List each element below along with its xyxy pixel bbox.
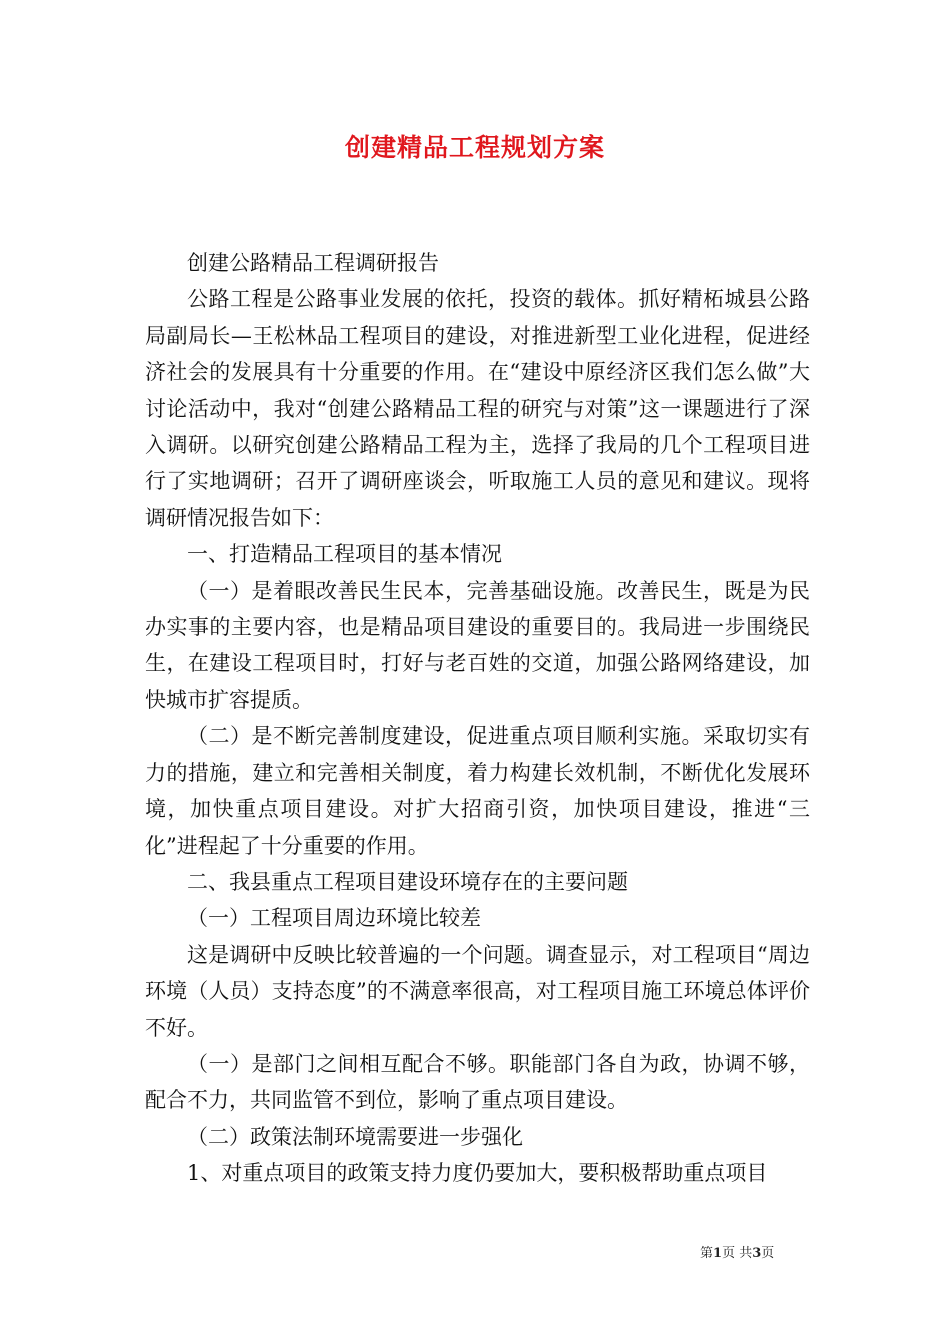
footer-prefix: 第 — [700, 1246, 714, 1261]
document-title: 创建精品工程规划方案 — [344, 133, 605, 162]
paragraph-section-1-item-1: （一）是着眼改善民生民本，完善基础设施。改善民生，既是为民办实事的主要内容，也是精品项目建设的重要目的。我局进一步围绕民生，在建设工程项目时，打好与老百姓的交道，加强公路网络建设，加快城市扩容提质。 — [145, 578, 810, 712]
paragraph-section-2-sub-1-point: （一）是部门之间相互配合不够。职能部门各自为政，协调不够，配合不力，共同监管不到位，影响了重点项目建设。 — [145, 1051, 810, 1113]
paragraph-section-2-sub-2-point-1: 1、对重点项目的政策支持力度仍要加大，要积极帮助重点项目 — [187, 1161, 768, 1186]
footer-middle: 页 共 — [722, 1246, 753, 1261]
footer-current-page: 1 — [713, 1246, 723, 1261]
paragraph-report-heading: 创建公路精品工程调研报告 — [187, 251, 439, 275]
paragraph-section-2-sub-2: （二）政策法制环境需要进一步强化 — [187, 1124, 523, 1149]
paragraph-section-1-item-2: （二）是不断完善制度建设，促进重点项目顺利实施。采取切实有力的措施，建立和完善相关制度，着力构建长效机制，不断优化发展环境，加快重点项目建设。对扩大招商引资，加快项目建设，推进“三化”进程起了十分重要的作用。 — [145, 724, 810, 858]
footer-total-pages: 3 — [752, 1246, 762, 1261]
paragraph-section-2-sub-1: （一）工程项目周边环境比较差 — [187, 906, 481, 931]
page-number-footer — [700, 1245, 860, 1263]
paragraph-section-1-heading: 一、打造精品工程项目的基本情况 — [187, 542, 502, 567]
paragraph-section-2-heading: 二、我县重点工程项目建设环境存在的主要问题 — [187, 869, 628, 894]
document-body — [145, 245, 810, 1192]
paragraph-section-2-sub-1-text: 这是调研中反映比较普遍的一个问题。调查显示，对工程项目“周边环境（人员）支持态度”的不满意率很高，对工程项目施工环境总体评价不好。 — [145, 942, 810, 1040]
footer-suffix: 页 — [761, 1246, 775, 1261]
paragraph-intro: 公路工程是公路事业发展的依托，投资的载体。抓好精柘城县公路局副局长—王松林品工程项目的建设，对推进新型工业化进程，促进经济社会的发展具有十分重要的作用。在“建设中原经济区我们怎么做”大讨论活动中，我对“创建公路精品工程的研究与对策”这一课题进行了深入调研。以研究创建公路精品工程为主，选择了我局的几个工程项目进行了实地调研；召开了调研座谈会，听取施工人员的意见和建议。现将调研情况报告如下： — [145, 287, 810, 530]
